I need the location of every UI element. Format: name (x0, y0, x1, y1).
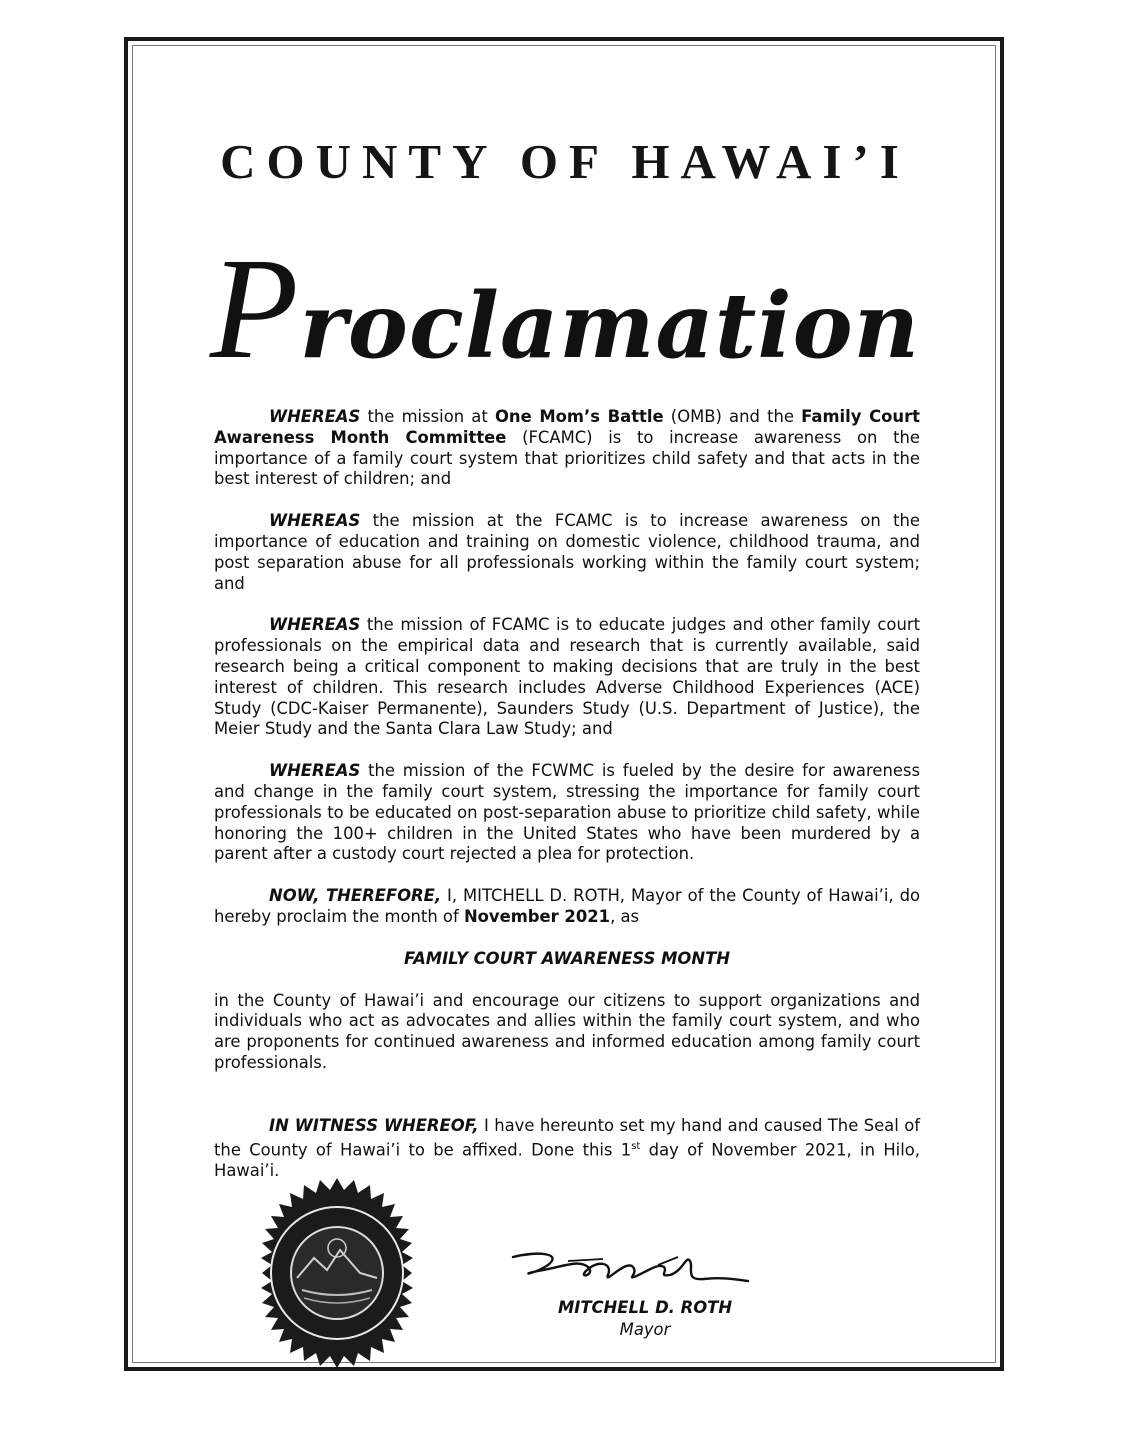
paragraph-text: I have hereunto set my hand and caused The Seal of the County of Hawai’i to be affixed. Done this 1 (214, 1115, 920, 1159)
whereas-paragraph-2 (214, 511, 920, 594)
paragraph-text: I, MITCHELL D. ROTH, Mayor of the County of Hawai’i, do hereby proclaim the month of (214, 886, 920, 926)
proclaimed-month: November 2021 (463, 906, 611, 926)
proclamation-title (0, 226, 1130, 392)
org-name-omb: One Mom’s Battle (494, 407, 664, 426)
witness-lead: IN WITNESS WHEREOF, (269, 1115, 479, 1135)
signer-name: MITCHELL D. ROTH (557, 1298, 733, 1317)
awareness-month-title: FAMILY COURT AWARENESS MONTH (404, 948, 730, 968)
paragraph-text: day of November 2021, in Hilo, Hawai’i. (214, 1139, 920, 1180)
proclamation-rest: roclamation (299, 273, 921, 379)
paragraph-text: (OMB) and the (663, 407, 802, 426)
whereas-lead: WHEREAS (269, 615, 361, 635)
paragraph-text: the mission at the FCAMC is to increase awareness on the importance of education and training on domestic violence, childhood trauma, and post separation abuse for all professionals working within the family court system; and (214, 511, 920, 593)
witness-paragraph (214, 1116, 920, 1182)
ordinal-suffix: st (631, 1140, 641, 1152)
org-name-fcamc: Family Court Awareness Month Committee (214, 407, 921, 447)
paragraph-text: (FCAMC) is to increase awareness on the importance of a family court system that prioritizes child safety and that acts in the best interest of children; and (214, 427, 920, 489)
whereas-lead: WHEREAS (269, 407, 361, 426)
county-heading: COUNTY OF HAWAI’I (220, 134, 910, 189)
proclamation-initial: P (209, 229, 300, 389)
paragraph-text: in the County of Hawai’i and encourage our citizens to support organizations and individuals who act as advocates and allies within the family court system, and who are proponents for continued awareness and informed education among family court professionals. (214, 990, 920, 1072)
whereas-paragraph-1 (214, 407, 920, 490)
proclamation-body (214, 407, 920, 1203)
paragraph-text: the mission of the FCWMC is fueled by the desire for awareness and change in the family court system, stressing the importance for family court professionals to be educated on post-separation abuse to prioritize child safety, while honoring the 100+ children in the United States who have been murdered by a parent after a custody court rejected a plea for protection. (214, 761, 920, 864)
whereas-lead: WHEREAS (269, 511, 361, 531)
signer-title: Mayor (619, 1320, 671, 1339)
whereas-paragraph-4 (214, 761, 920, 865)
paragraph-text: the mission of FCAMC is to educate judges and other family court professionals on the empirical data and research that is currently available, said research being a critical component to making decisions that are truly in the best interest of children. This research includes Adverse Childhood Experiences (ACE) Study (CDC-Kaiser Permanente), Saunders Study (U.S. Department of Justice), the Meier Study and the Santa Clara Law Study; and (214, 615, 920, 739)
paragraph-text: the mission at (360, 407, 495, 426)
encourage-paragraph (214, 991, 920, 1074)
therefore-lead: NOW, THEREFORE, (269, 886, 442, 906)
county-seal-icon (242, 1178, 432, 1368)
whereas-lead: WHEREAS (269, 761, 361, 781)
signer-block (495, 1297, 795, 1341)
paragraph-text: , as (610, 906, 640, 926)
whereas-paragraph-3 (214, 615, 920, 740)
mayor-signature (508, 1245, 758, 1295)
therefore-paragraph (214, 886, 920, 928)
